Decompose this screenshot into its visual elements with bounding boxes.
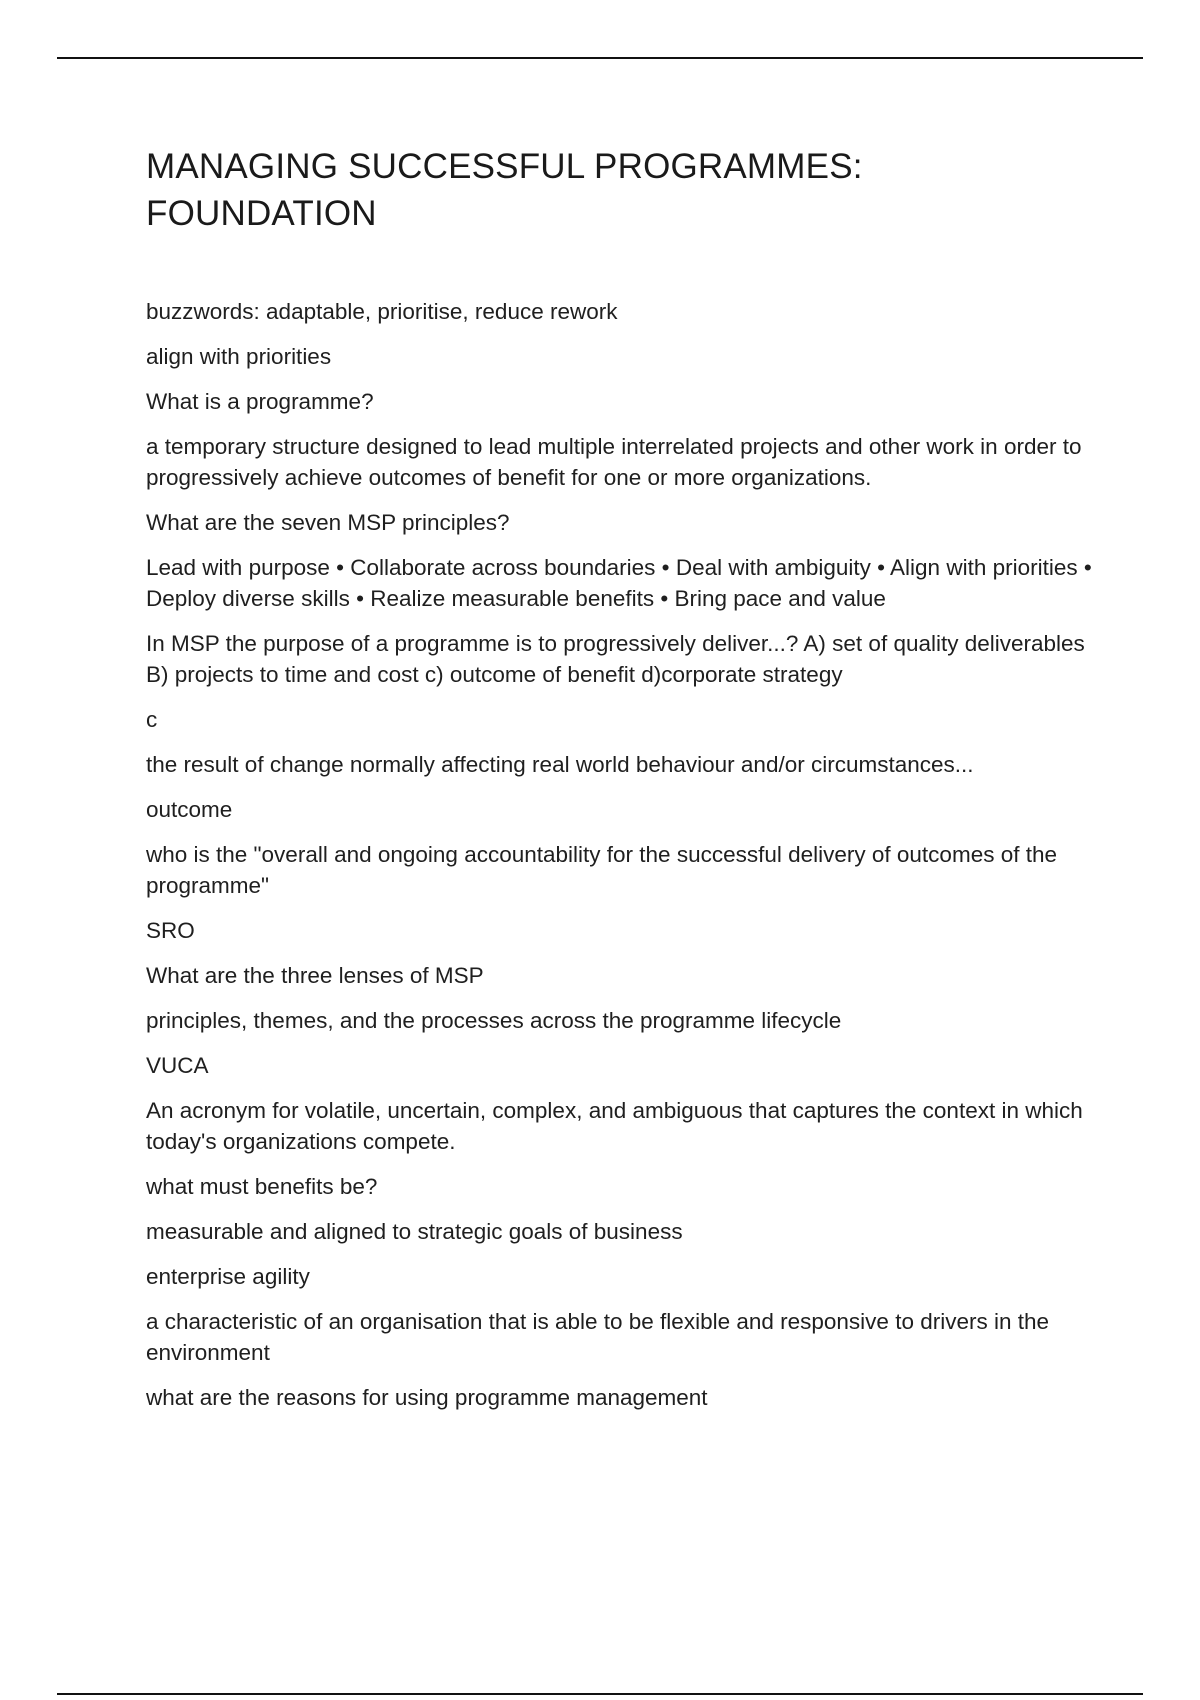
card-definition: principles, themes, and the processes across the programme lifecycle: [146, 1008, 842, 1033]
bottom-divider: [57, 1693, 1143, 1695]
card-definition: c: [146, 707, 158, 732]
top-divider: [57, 57, 1143, 59]
title-line-1: MANAGING SUCCESSFUL PROGRAMMES:: [146, 147, 863, 186]
card-term: buzzwords: adaptable, prioritise, reduce rework: [146, 299, 618, 324]
card-term: what are the reasons for using programme management: [146, 1385, 708, 1410]
card-term: enterprise agility: [146, 1264, 310, 1289]
card-term: who is the "overall and ongoing accountability for the successful delivery of outcomes of the programme": [146, 842, 1057, 898]
card-term: In MSP the purpose of a programme is to progressively deliver...? A) set of quality deliverables B) projects to time and cost c) outcome of benefit d)corporate strategy: [146, 631, 1085, 687]
card-definition: Lead with purpose • Collaborate across boundaries • Deal with ambiguity • Align with priorities • Deploy diverse skills • Realize measurable benefits • Bring pace and value: [146, 555, 1092, 611]
card-definition: a temporary structure designed to lead multiple interrelated projects and other work in order to progressively achieve outcomes of benefit for one or more organizations.: [146, 434, 1082, 490]
card-term: VUCA: [146, 1053, 209, 1078]
card-definition: SRO: [146, 918, 195, 943]
card-definition: align with priorities: [146, 344, 332, 369]
flashcard-list: [146, 296, 1106, 1427]
card-definition: outcome: [146, 797, 233, 822]
card-term: What is a programme?: [146, 389, 374, 414]
page-title: [146, 143, 1106, 237]
card-definition: a characteristic of an organisation that is able to be flexible and responsive to drivers in the environment: [146, 1309, 1050, 1365]
card-term: the result of change normally affecting real world behaviour and/or circumstances...: [146, 752, 974, 777]
card-term: what must benefits be?: [146, 1174, 378, 1199]
card-definition: measurable and aligned to strategic goals of business: [146, 1219, 683, 1244]
card-term: What are the seven MSP principles?: [146, 510, 510, 535]
card-term: What are the three lenses of MSP: [146, 963, 484, 988]
title-line-2: FOUNDATION: [146, 194, 377, 233]
card-definition: An acronym for volatile, uncertain, complex, and ambiguous that captures the context in which today's organizations compete.: [146, 1098, 1083, 1154]
